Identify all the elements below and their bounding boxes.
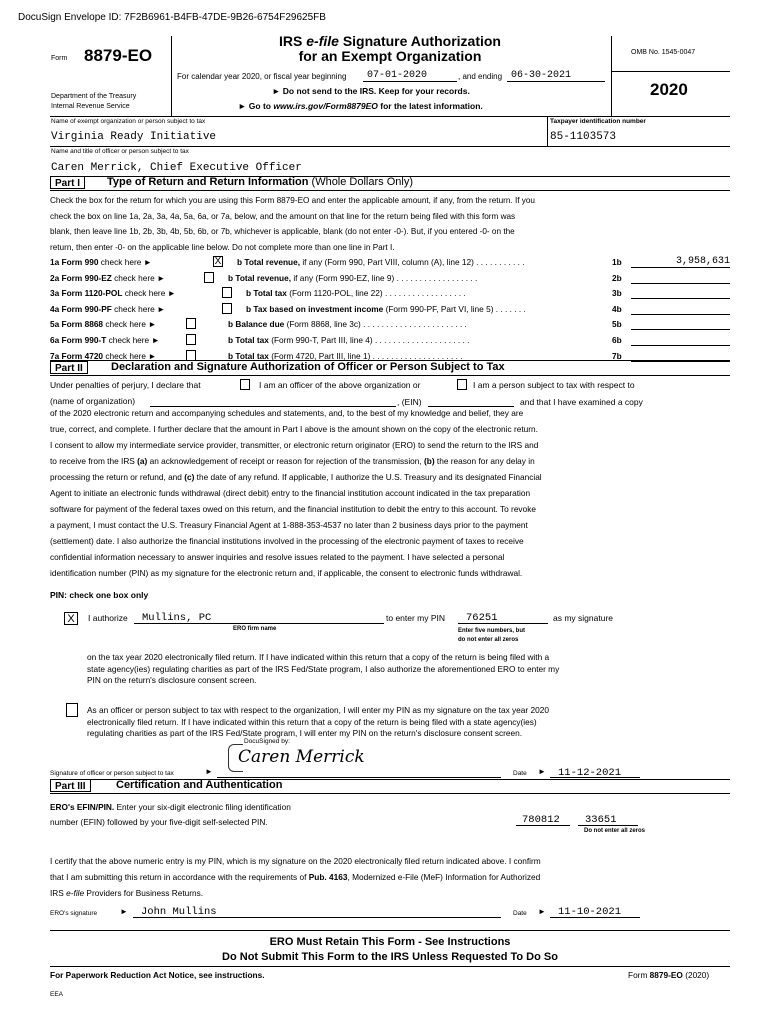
part-1-label: Part I bbox=[50, 176, 85, 189]
officer-enter-pin-checkbox[interactable] bbox=[66, 703, 78, 717]
pin-heading: PIN: check one box only bbox=[50, 590, 149, 600]
org-name[interactable]: Virginia Ready Initiative bbox=[51, 131, 217, 143]
arrow-icon: ► bbox=[120, 907, 128, 916]
amount-line bbox=[631, 283, 730, 284]
tin-label: Taxpayer identification number bbox=[550, 118, 646, 125]
line-a-label: 7a Form 4720 check here ► bbox=[50, 351, 157, 361]
line-a-label: 5a Form 8868 check here ► bbox=[50, 319, 157, 329]
date-label: Date bbox=[513, 910, 527, 917]
line-a-label: 3a Form 1120-POL check here ► bbox=[50, 288, 176, 298]
part-1-instructions: Check the box for the return for which you are using this Form 8879-EO and enter the applicable amount, if any, from the return. If you check the box on line 1a, 2a, 3a, 4a, 5a, 6a, or 7a, below, and the amount on that line for the return being filed with this form was blank, then leave line 1b, 2b, 3b, 4b, 5b, 6b, or 7b, whichever is applicable, blank (do not enter -0-). But, if you entered -0- on the return, then enter -0- on the applicable line below. Do not complete more than one line in Part I. bbox=[50, 196, 535, 252]
as-signature-text: as my signature bbox=[553, 613, 613, 623]
go-to-irs: ► Go to www.irs.gov/Form8879EO for the latest information. bbox=[238, 101, 483, 111]
return-type-checkbox[interactable]: X bbox=[214, 256, 222, 267]
end-date[interactable]: 06-30-2021 bbox=[511, 70, 572, 81]
ein-label: , (EIN) bbox=[397, 397, 422, 407]
begin-date[interactable]: 07-01-2020 bbox=[367, 70, 428, 81]
line-a-label: 6a Form 990-T check here ► bbox=[50, 335, 160, 345]
form-word: Form bbox=[51, 55, 68, 62]
retain-notice: ERO Must Retain This Form - See Instructions Do Not Submit This Form to the IRS Unless Requested To Do So bbox=[222, 936, 558, 963]
officer-label: Name and title of officer or person subject to tax bbox=[51, 148, 189, 155]
not-zeros-note: Do not enter all zeros bbox=[584, 828, 646, 834]
paperwork-notice: For Paperwork Reduction Act Notice, see instructions. bbox=[50, 970, 265, 980]
officer-signature[interactable]: Caren Merrick bbox=[238, 747, 365, 767]
amount-line bbox=[631, 361, 730, 362]
return-type-checkbox[interactable] bbox=[204, 272, 214, 283]
person-option-text: I am a person subject to tax with respect to bbox=[473, 380, 635, 390]
examined-text: and that I have examined a copy bbox=[520, 397, 643, 407]
authorize-text: I authorize bbox=[88, 613, 128, 623]
declaration-text: of the 2020 electronic return and accompanying schedules and statements, and, to the best of my knowledge and belief, they are true, correct, and complete. I further declare that the amount in Part I above is the amount shown on the copy of the electronic return. I consent to allow my intermediate service provider, transmitter, or electronic return originator (ERO) to send the return to the IRS and to receive from the IRS (a) an acknowledgement of receipt or reason for rejection of the transmission, (b) the reason for any delay in processing the return or refund, and (c) the date of any refund. If applicable, I authorize the U.S. Treasury and its designated Financial Agent to initiate an electronic funds withdrawal (direct debit) entry to the financial institution account indicated in the tax preparation software for payment of the federal taxes owed on this return, and the financial institution to debit the entry to this account. To revoke a payment, I must contact the U.S. Treasury Financial Agent at 1-888-353-4537 no later than 2 business days prior to the payment (settlement) date. I also authorize the financial institutions involved in the processing of the electronic payment of taxes to receive confidential information necessary to answer inquiries and resolve issues related to the payment. I have selected a personal identification number (PIN) as my signature for the electronic return and, if applicable, the consent to electronic funds withdrawal. bbox=[50, 408, 542, 578]
amount-line bbox=[631, 345, 730, 346]
line-b-number: 6b bbox=[612, 335, 622, 345]
amount-line bbox=[631, 314, 730, 315]
line-b-label: b Total tax (Form 1120-POL, line 22) . . . . . . . . . . . . . . . . . . bbox=[246, 288, 466, 298]
arrow-icon: ► bbox=[538, 907, 546, 916]
line-b-label: b Total revenue, if any (Form 990-EZ, line 9) . . . . . . . . . . . . . . . . . . bbox=[228, 273, 478, 283]
name-of-org-label: (name of organization) bbox=[50, 396, 136, 406]
ero-pin[interactable]: 33651 bbox=[585, 814, 617, 826]
part-3-label: Part III bbox=[50, 779, 91, 792]
part-2-title: Declaration and Signature Authorization of Officer or Person Subject to Tax bbox=[111, 361, 505, 373]
ero-sign-date[interactable]: 11-10-2021 bbox=[558, 906, 622, 918]
calendar-year-text: For calendar year 2020, or fiscal year beginning bbox=[177, 72, 347, 81]
line-amount[interactable]: 3,958,631 bbox=[675, 256, 730, 267]
option-1-text: on the tax year 2020 electronically filed return. If I have indicated within this return that a copy of the return is being filed with a state agency(ies) regulating charities as part of the IRS Fed/State program, I also authorize the aforementioned ERO to enter my PIN on the return's disclosure consent screen. bbox=[87, 652, 560, 685]
ero-signature-label: ERO's signature bbox=[50, 910, 98, 917]
department: Department of the Treasury Internal Revenue Service bbox=[51, 93, 137, 110]
do-not-send: ► Do not send to the IRS. Keep for your records. bbox=[272, 86, 470, 96]
omb-number: OMB No. 1545-0047 bbox=[631, 49, 696, 56]
signature-label: Signature of officer or person subject to tax bbox=[50, 770, 174, 777]
line-b-label: b Balance due (Form 8868, line 3c) . . . . . . . . . . . . . . . . . . . . . . . bbox=[228, 319, 467, 329]
org-name-label: Name of exempt organization or person subject to tax bbox=[51, 118, 206, 125]
part-1-title: Type of Return and Return Information (Whole Dollars Only) bbox=[107, 176, 413, 188]
tin-value[interactable]: 85-1103573 bbox=[550, 131, 617, 143]
officer-name[interactable]: Caren Merrick, Chief Executive Officer bbox=[51, 162, 302, 174]
line-b-number: 7b bbox=[612, 351, 622, 361]
part-2-label: Part II bbox=[50, 361, 88, 374]
officer-sign-date[interactable]: 11-12-2021 bbox=[558, 767, 622, 779]
tax-year: 2020 bbox=[650, 80, 688, 99]
return-type-checkbox[interactable] bbox=[222, 287, 232, 298]
option-2-text: As an officer or person subject to tax with respect to the organization, I will enter my PIN as my signature on the tax year 2020 electronically filed return. If I have indicated within this return that a copy of the return is being filed with a state agency(ies) regulating charities as part of the IRS Fed/State program, I will enter my PIN on the return's disclosure consent screen. bbox=[87, 705, 549, 738]
amount-line bbox=[631, 267, 730, 268]
date-label: Date bbox=[513, 770, 527, 777]
form-footer: Form 8879-EO (2020) bbox=[628, 970, 710, 980]
pin-note: Enter five numbers, but do not enter all zeros bbox=[458, 628, 526, 643]
form-number: 8879-EO bbox=[84, 46, 153, 65]
line-b-label: b Tax based on investment income (Form 990-PF, Part VI, line 5) . . . . . . . bbox=[246, 304, 526, 314]
officer-checkbox[interactable] bbox=[240, 379, 250, 390]
arrow-icon: ► bbox=[538, 767, 546, 776]
line-a-label: 2a Form 990-EZ check here ► bbox=[50, 273, 166, 283]
return-type-checkbox[interactable] bbox=[186, 318, 196, 329]
to-enter-pin-text: to enter my PIN bbox=[386, 613, 446, 623]
authorize-ero-checkbox[interactable]: X bbox=[64, 612, 78, 625]
certification-text: I certify that the above numeric entry is my PIN, which is my signature on the 2020 electronically filed return indicated above. I confirm that I am submitting this return in accordance with the requirements of Pub. 4163, Modernized e-File (MeF) Information for Authorized IRS e-file Providers for Business Returns. bbox=[50, 856, 541, 898]
ero-firm-label: ERO firm name bbox=[233, 626, 277, 632]
efin-instruction: ERO's EFIN/PIN. Enter your six-digit electronic filing identification number (EFIN) followed by your five-digit self-selected PIN. bbox=[50, 802, 291, 827]
return-type-checkbox[interactable] bbox=[222, 303, 232, 314]
docusigned-by: DocuSigned by: bbox=[244, 738, 290, 745]
line-b-number: 5b bbox=[612, 319, 622, 329]
under-penalties: Under penalties of perjury, I declare that bbox=[50, 380, 201, 390]
eea-label: EEA bbox=[50, 991, 64, 998]
envelope-id: DocuSign Envelope ID: 7F2B6961-B4FB-47DE-9B26-6754F29625FB bbox=[18, 12, 326, 23]
ero-signature[interactable]: John Mullins bbox=[141, 906, 217, 918]
line-b-label: b Total tax (Form 990-T, Part III, line 4) . . . . . . . . . . . . . . . . . . . . . bbox=[228, 335, 470, 345]
ero-firm-name[interactable]: Mullins, PC bbox=[142, 612, 212, 624]
amount-line bbox=[631, 329, 730, 330]
line-a-label: 4a Form 990-PF check here ► bbox=[50, 304, 166, 314]
line-b-label: b Total tax (Form 4720, Part III, line 1) . . . . . . . . . . . . . . . . . . . . bbox=[228, 351, 463, 361]
line-b-number: 4b bbox=[612, 304, 622, 314]
line-b-number: 2b bbox=[612, 273, 622, 283]
arrow-icon: ► bbox=[205, 767, 213, 776]
person-checkbox[interactable] bbox=[457, 379, 467, 390]
line-b-number: 1b bbox=[612, 257, 622, 267]
ero-efin[interactable]: 780812 bbox=[522, 814, 560, 826]
ending-text: , and ending bbox=[458, 72, 503, 81]
officer-option-text: I am an officer of the above organization or bbox=[259, 380, 421, 390]
line-b-number: 3b bbox=[612, 288, 622, 298]
line-b-label: b Total revenue, if any (Form 990, Part VIII, column (A), line 12) . . . . . . . . . . . bbox=[237, 257, 525, 267]
part-3-title: Certification and Authentication bbox=[116, 779, 283, 791]
form-title: IRS e-file Signature Authorization for an Exempt Organization bbox=[279, 33, 501, 64]
amount-line bbox=[631, 298, 730, 299]
line-a-label: 1a Form 990 check here ► bbox=[50, 257, 152, 267]
officer-pin[interactable]: 76251 bbox=[466, 612, 498, 624]
return-type-checkbox[interactable] bbox=[186, 334, 196, 345]
